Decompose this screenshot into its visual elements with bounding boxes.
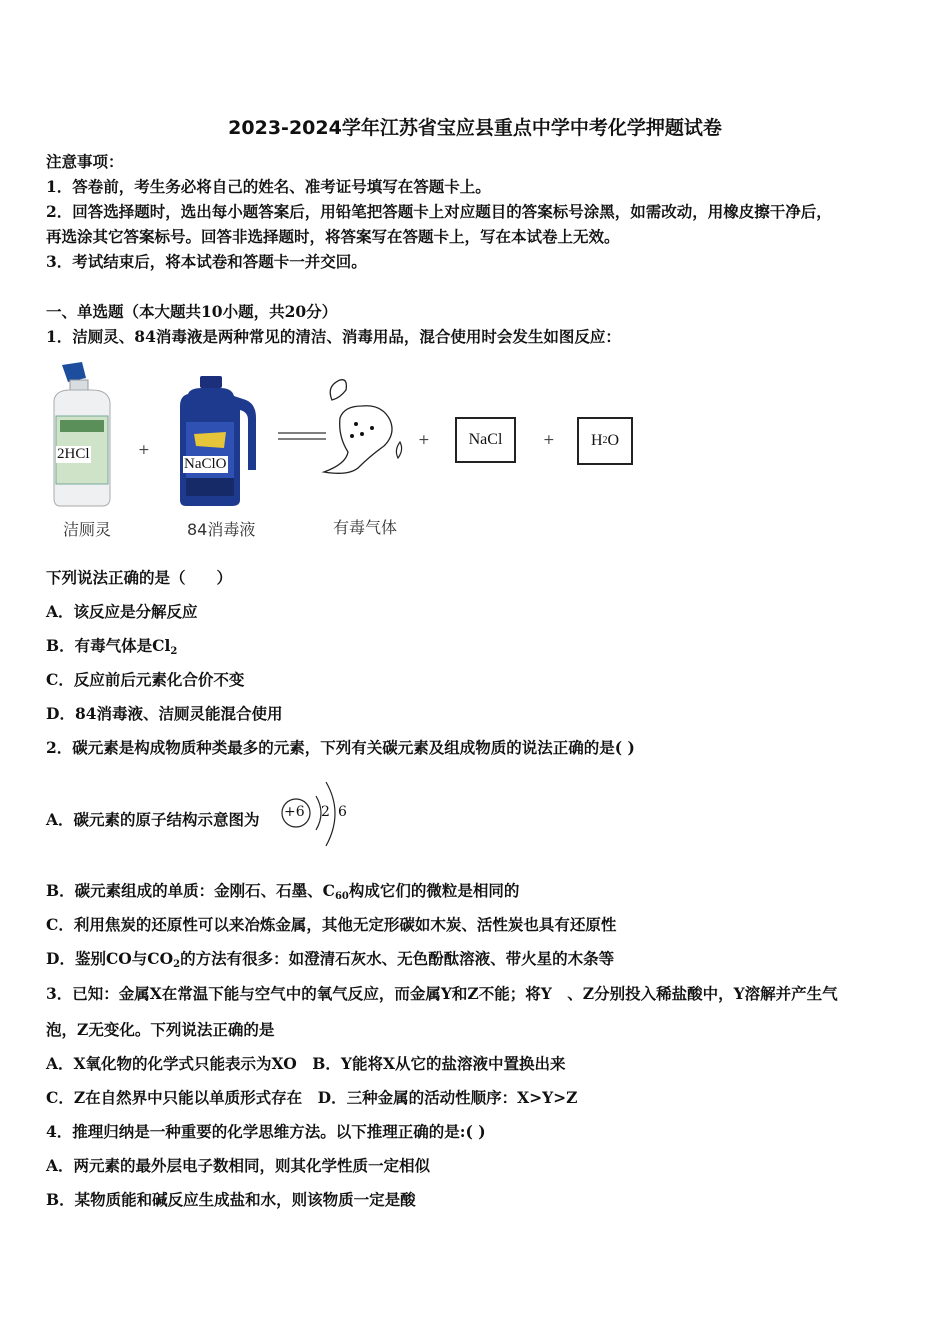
q1-option-d: D．84消毒液、洁厕灵能混合使用 xyxy=(46,704,283,723)
q3-options-ab: A．X氧化物的化学式只能表示为XO B．Y能将X从它的盐溶液中置换出来 xyxy=(46,1054,566,1073)
notice-item-2: 2．回答选择题时，选出每小题答案后，用铅笔把答题卡上对应题目的答案标号涂黑，如需改动，用橡皮擦干净后， xyxy=(46,202,832,221)
bottle-disinfectant-icon xyxy=(176,374,260,508)
toxic-gas-cloud-icon xyxy=(318,372,413,482)
label-toxic-gas: 有毒气体 xyxy=(333,518,398,537)
carbon-atom-diagram xyxy=(280,770,360,854)
q2-option-a: A．碳元素的原子结构示意图为 xyxy=(46,810,260,829)
q4-stem: 4．推理归纳是一种重要的化学思维方法。以下推理正确的是:( ) xyxy=(46,1122,486,1141)
q1-question: 下列说法正确的是（ ） xyxy=(46,568,233,587)
section-heading: 一、单选题（本大题共10小题，共20分） xyxy=(46,302,338,321)
water-o: O xyxy=(607,432,620,449)
notice-item-2-cont: 再选涂其它答案标号。回答非选择题时，将答案写在答题卡上，写在本试卷上无效。 xyxy=(46,227,620,246)
q4-option-b: B．某物质能和碱反应生成盐和水，则该物质一定是酸 xyxy=(46,1190,416,1209)
q2-option-c: C．利用焦炭的还原性可以来冶炼金属，其他无定形碳如木炭、活性炭也具有还原性 xyxy=(46,915,617,934)
notice-item-1: 1．答卷前，考生务必将自己的姓名、准考证号填写在答题卡上。 xyxy=(46,177,491,196)
atom-nucleus: +6 xyxy=(284,804,305,820)
q4-option-a: A．两元素的最外层电子数相同，则其化学性质一定相似 xyxy=(46,1156,431,1175)
q1-option-c: C．反应前后元素化合价不变 xyxy=(46,670,245,689)
bottle-toilet-cleaner-icon xyxy=(48,360,118,510)
q3-options-cd: C．Z在自然界中只能以单质形式存在 D．三种金属的活动性顺序：X>Y>Z xyxy=(46,1088,578,1107)
q1-option-b: B．有毒气体是$Cl_2$ xyxy=(46,636,178,657)
atom-shell-1: 2 xyxy=(321,804,330,820)
plus-sign: + xyxy=(138,442,150,458)
label-toilet-cleaner: 洁厕灵 xyxy=(63,520,112,539)
notice-heading: 注意事项： xyxy=(46,152,124,171)
q3-stem-line2: 泡，Z无变化。下列说法正确的是 xyxy=(46,1020,275,1039)
q1-stem: 1．洁厕灵、84消毒液是两种常见的清洁、消毒用品，混合使用时会发生如图反应： xyxy=(46,327,621,346)
q2-option-d: D．鉴别CO与$CO_2$的方法有很多：如澄清石灰水、无色酚酞溶液、带火星的木条等 xyxy=(46,949,615,970)
label-disinfectant: 84消毒液 xyxy=(187,520,256,539)
q1-option-a: A．该反应是分解反应 xyxy=(46,602,198,621)
page-title: 2023-2024学年江苏省宝应县重点中学中考化学押题试卷 xyxy=(228,117,722,139)
bottle1-formula: 2HCl xyxy=(57,446,90,462)
bottle2-formula: NaClO xyxy=(184,456,227,472)
q3-stem-line1: 3．已知：金属X在常温下能与空气中的氧气反应，而金属Y和Z不能；将Y 、Z分别投入稀盐酸中，Y溶解并产生气 xyxy=(46,984,838,1003)
water-h: H xyxy=(590,432,603,449)
q2-option-b: B．碳元素组成的单质：金刚石、石墨、$C_{60}$构成它们的微粒是相同的 xyxy=(46,881,520,902)
atom-shell-2: 6 xyxy=(338,804,347,820)
q2-stem: 2．碳元素是构成物质种类最多的元素，下列有关碳元素及组成物质的说法正确的是( ) xyxy=(46,738,635,757)
plus-sign: + xyxy=(418,432,430,448)
plus-sign: + xyxy=(543,432,555,448)
notice-item-3: 3．考试结束后，将本试卷和答题卡一并交回。 xyxy=(46,252,367,271)
product-nacl-box: NaCl xyxy=(455,417,516,463)
product-water-box: H 2 O xyxy=(577,417,633,465)
